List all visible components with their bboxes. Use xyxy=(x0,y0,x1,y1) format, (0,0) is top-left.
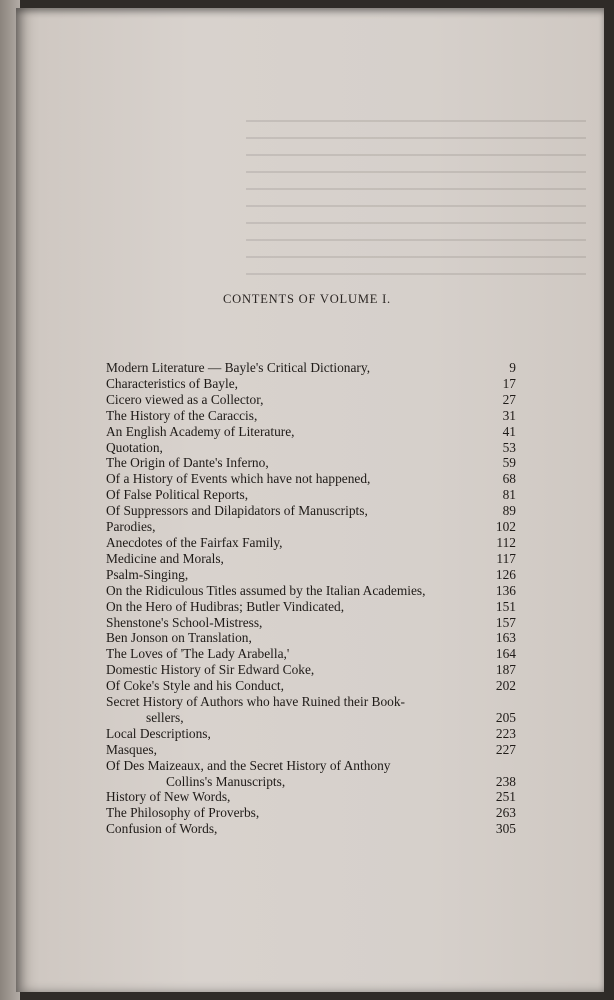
toc-entry xyxy=(106,535,516,551)
entry-page-number: 31 xyxy=(502,407,516,423)
entry-title-text: Cicero viewed as a Collector, xyxy=(106,391,264,407)
entry-title-text: History of New Words, xyxy=(106,789,231,805)
contents-heading: CONTENTS OF VOLUME I. xyxy=(223,292,391,306)
toc-entry xyxy=(106,440,516,456)
entry-page-number: 157 xyxy=(495,614,516,630)
entry-page-number: 68 xyxy=(502,471,516,487)
entry-title-text: On the Hero of Hudibras; Butler Vindicated, xyxy=(106,598,345,614)
toc-entry xyxy=(106,630,516,646)
toc-entry xyxy=(106,471,516,487)
toc-entry xyxy=(106,821,516,837)
entry-page-number: 41 xyxy=(502,423,516,439)
entry-title xyxy=(106,503,476,519)
entry-title xyxy=(106,646,476,662)
entry-title-continuation: Collins's Manuscripts, xyxy=(166,773,286,789)
entry-title-text: Of Suppressors and Dilapidators of Manuscripts, xyxy=(106,503,368,519)
entry-title xyxy=(106,662,476,678)
toc-entry xyxy=(106,646,516,662)
entry-title xyxy=(106,535,476,551)
toc-entry xyxy=(106,726,516,742)
entry-title-text: The Loves of 'The Lady Arabella,' xyxy=(106,646,290,662)
entry-title xyxy=(106,726,476,742)
entry-title-text: Local Descriptions, xyxy=(106,725,211,741)
entry-title xyxy=(106,758,476,790)
toc-entry xyxy=(106,742,516,758)
entry-title xyxy=(106,360,476,376)
entry-title xyxy=(106,376,476,392)
entry-page-number: 151 xyxy=(495,598,516,614)
entry-page-number: 251 xyxy=(495,789,516,805)
entry-page-number: 89 xyxy=(502,503,516,519)
toc-entry xyxy=(106,567,516,583)
entry-title-text: Psalm-Singing, xyxy=(106,566,189,582)
entry-title xyxy=(106,615,476,631)
entry-title-text: Modern Literature — Bayle's Critical Dictionary, xyxy=(106,360,371,375)
table-of-contents xyxy=(106,360,516,837)
toc-entry xyxy=(106,599,516,615)
entry-title xyxy=(106,694,476,726)
entry-title xyxy=(106,487,476,503)
entry-title-text: On the Ridiculous Titles assumed by the Italian Academies, xyxy=(106,582,426,598)
toc-entry xyxy=(106,789,516,805)
entry-title-text: Masques, xyxy=(106,741,157,757)
toc-entry xyxy=(106,455,516,471)
toc-entry xyxy=(106,615,516,631)
entry-page-number: 202 xyxy=(495,678,516,694)
toc-entry xyxy=(106,694,516,726)
entry-title-text: Anecdotes of the Fairfax Family, xyxy=(106,534,283,550)
entry-page-number: 223 xyxy=(495,725,516,741)
toc-entry xyxy=(106,583,516,599)
entry-title-continuation: sellers, xyxy=(146,709,184,725)
entry-page-number: 305 xyxy=(495,821,516,837)
entry-title xyxy=(106,455,476,471)
entry-title-text: Ben Jonson on Translation, xyxy=(106,630,252,646)
entry-title-text: The Origin of Dante's Inferno, xyxy=(106,455,269,471)
toc-entry xyxy=(106,551,516,567)
toc-entry xyxy=(106,662,516,678)
entry-page-number: 136 xyxy=(495,582,516,598)
entry-title xyxy=(106,821,476,837)
toc-entry xyxy=(106,678,516,694)
entry-title-text: Of Des Maizeaux, and the Secret History of Anthony xyxy=(106,757,391,773)
entry-title xyxy=(106,567,476,583)
entry-page-number: 263 xyxy=(495,805,516,821)
toc-entry xyxy=(106,503,516,519)
entry-title xyxy=(106,519,476,535)
entry-title xyxy=(106,599,476,615)
entry-page-number: 9 xyxy=(509,360,516,375)
bleed-through-text xyxy=(246,108,586,288)
entry-page-number: 27 xyxy=(502,391,516,407)
entry-page-number: 59 xyxy=(502,455,516,471)
toc-entry xyxy=(106,487,516,503)
entry-page-number: 81 xyxy=(502,487,516,503)
entry-title xyxy=(106,424,476,440)
entry-title-text: Secret History of Authors who have Ruined their Book- xyxy=(106,694,406,710)
entry-title-text: Domestic History of Sir Edward Coke, xyxy=(106,662,315,678)
entry-title xyxy=(106,678,476,694)
entry-page-number: 53 xyxy=(502,439,516,455)
entry-title xyxy=(106,392,476,408)
entry-page-number: 238 xyxy=(495,773,516,789)
entry-page-number: 163 xyxy=(495,630,516,646)
entry-title xyxy=(106,408,476,424)
toc-entry xyxy=(106,408,516,424)
entry-title-text: Of Coke's Style and his Conduct, xyxy=(106,678,284,694)
toc-entry xyxy=(106,758,516,790)
entry-page-number: 102 xyxy=(495,519,516,535)
entry-page-number: 164 xyxy=(495,646,516,662)
entry-title-text: Of False Political Reports, xyxy=(106,487,249,503)
entry-title-text: Quotation, xyxy=(106,439,163,455)
entry-title-text: Of a History of Events which have not happened, xyxy=(106,471,371,487)
entry-title-text: Parodies, xyxy=(106,519,156,535)
toc-entry xyxy=(106,424,516,440)
toc-entry xyxy=(106,376,516,392)
toc-entry xyxy=(106,360,516,376)
toc-entry xyxy=(106,392,516,408)
entry-page-number: 17 xyxy=(502,375,516,391)
entry-page-number: 227 xyxy=(495,741,516,757)
toc-entry xyxy=(106,805,516,821)
entry-page-number: 126 xyxy=(495,566,516,582)
entry-page-number: 117 xyxy=(496,550,516,566)
entry-title xyxy=(106,789,476,805)
entry-title-text: The Philosophy of Proverbs, xyxy=(106,805,260,821)
entry-title xyxy=(106,471,476,487)
entry-title xyxy=(106,805,476,821)
toc-entry xyxy=(106,519,516,535)
entry-title-text: An English Academy of Literature, xyxy=(106,423,295,439)
entry-title xyxy=(106,630,476,646)
entry-title-text: Confusion of Words, xyxy=(106,821,218,837)
entry-title-text: The History of the Caraccis, xyxy=(106,407,258,423)
entry-title xyxy=(106,742,476,758)
entry-title xyxy=(106,440,476,456)
entry-page-number: 187 xyxy=(495,662,516,678)
entry-title xyxy=(106,583,476,599)
entry-page-number: 205 xyxy=(495,709,516,725)
entry-title-text: Shenstone's School-Mistress, xyxy=(106,614,263,630)
entry-title-text: Characteristics of Bayle, xyxy=(106,375,238,391)
entry-title xyxy=(106,551,476,567)
entry-title-text: Medicine and Morals, xyxy=(106,550,224,566)
entry-page-number: 112 xyxy=(496,534,516,550)
